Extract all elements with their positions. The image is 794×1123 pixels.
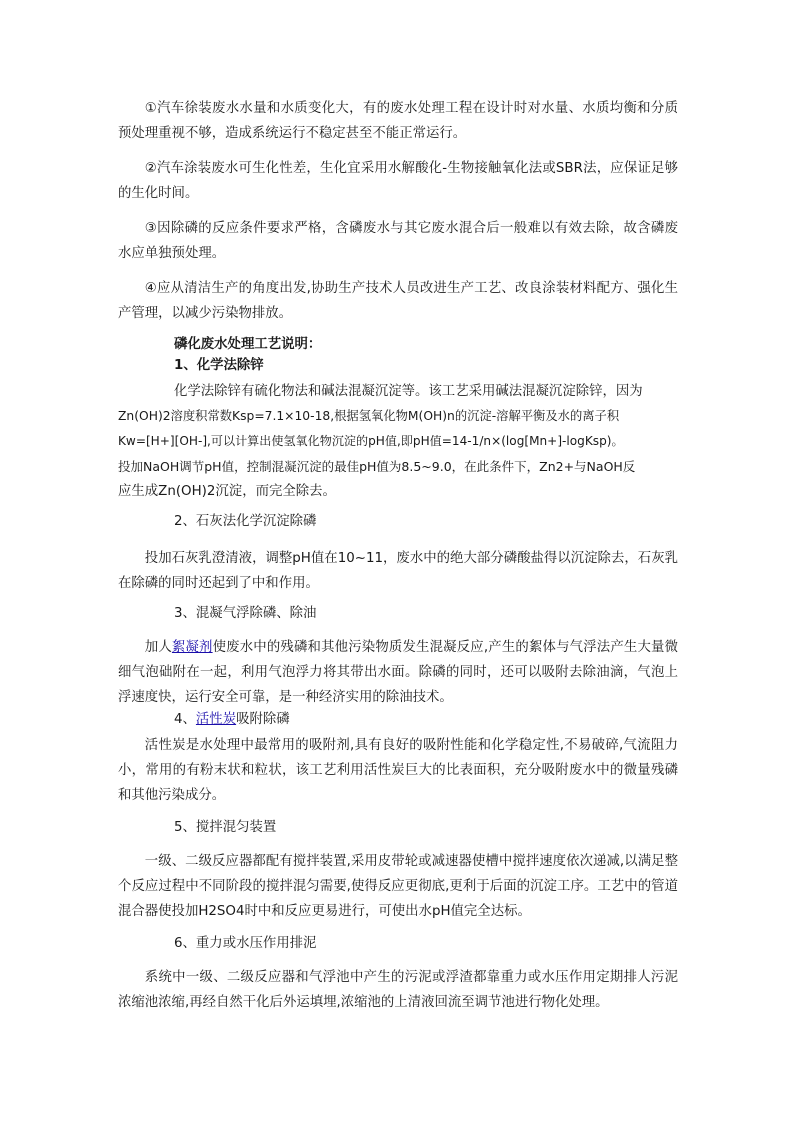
section-2-heading: 2、石灰法化学沉淀除磷 <box>174 514 317 529</box>
section-2-body: 投加石灰乳澄清液，调整pH值在10~11，废水中的绝大部分磷酸盐得以沉淀除去，石灰乳在除磷的同时还起到了中和作用。 <box>118 551 678 591</box>
section-3-body <box>118 635 678 710</box>
section-3-body-pre: 加人 <box>144 640 172 655</box>
section-title: 磷化废水处理工艺说明： <box>174 337 322 352</box>
section-6-body: 系统中一级、二级反应器和气浮池中产生的污泥或浮渣都靠重力或水压作用定期排人污泥浓缩池浓缩,再经自然干化后外运填埋,浓缩池的上清液回流至调节池进行物化处理。 <box>118 970 678 1010</box>
section-1-heading: 1、化学法除锌 <box>174 358 264 373</box>
intro-paragraph-1: ①汽车徐装废水水量和水质变化大，有的废水处理工程在设计时对水量、水质均衡和分质预处理重视不够，造成系统运行不稳定甚至不能正常运行。 <box>118 101 678 141</box>
section-1-line-2: Zn(OH)2溶度积常数Ksp=7.1×10-18,根据氢氧化物M(OH)n的沉淀-溶解平衡及水的离子积 <box>118 409 620 423</box>
section-1-line-3: Kw=[H+][OH-],可以计算出使氢氧化物沉淀的pH值,即pH值=14-1/n×(log[Mn+]-logKsp)。 <box>118 434 624 448</box>
section-5-body: 一级、二级反应器都配有搅拌装置,采用皮带轮或减速器使槽中搅拌速度依次递减,以满足整个反应过程中不同阶段的搅拌混匀需要,使得反应更彻底,更利于后面的沉淀工序。工艺中的管道混合器使投加H2SO4时中和反应更易进行，可使出水pH值完全达标。 <box>118 854 678 919</box>
flocculant-link[interactable]: 絮凝剂 <box>171 640 213 655</box>
section-3-heading: 3、混凝气浮除磷、除油 <box>174 606 317 621</box>
intro-paragraph-4: ④应从清洁生产的角度出发,协助生产技术人员改进生产工艺、改良涂装材料配方、强化生产管理，以减少污染物排放。 <box>118 281 678 321</box>
section-5-heading: 5、搅拌混匀装置 <box>174 820 277 835</box>
section-1-line-5: 应生成Zn(OH)2沉淀，而完全除去。 <box>118 484 336 499</box>
section-1-line-1: 化学法除锌有硫化物法和碱法混凝沉淀等。该工艺采用碱法混凝沉淀除锌，因为 <box>174 384 643 399</box>
section-6-heading: 6、重力或水压作用排泥 <box>174 936 317 951</box>
section-4-heading-post: 吸附除磷 <box>236 712 290 727</box>
section-3-body-post: 使废水中的残磷和其他污染物质发生混凝反应,产生的絮体与气浮法产生大量微细气泡础附在一起，利用气泡浮力将其带出水面。除磷的同时，还可以吸附去除油滴，气泡上浮速度快，运行安全可靠，是一种经济实用的除油技术。 <box>118 640 678 705</box>
section-1-line-4: 投加NaOH调节pH值，控制混凝沉淀的最佳pH值为8.5~9.0，在此条件下，Zn2+与NaOH反 <box>118 459 636 474</box>
section-4-body: 活性炭是水处理中最常用的吸附剂,具有良好的吸附性能和化学稳定性,不易破碎,气流阻力小，常用的有粉末状和粒状，该工艺利用活性炭巨大的比表面积，充分吸附废水中的微量残磷和其他污染成分。 <box>118 738 678 803</box>
activated-carbon-link[interactable]: 活性炭 <box>195 712 237 727</box>
intro-paragraph-2: ②汽车涂装废水可生化性差，生化宜采用水解酸化-生物接触氧化法或SBR法，应保证足够的生化时间。 <box>118 161 678 201</box>
section-4-heading <box>174 710 290 730</box>
section-4-heading-pre: 4、 <box>174 712 196 727</box>
intro-paragraph-3: ③因除磷的反应条件要求严格，含磷废水与其它废水混合后一般难以有效去除，故含磷废水应单独预处理。 <box>118 221 678 261</box>
